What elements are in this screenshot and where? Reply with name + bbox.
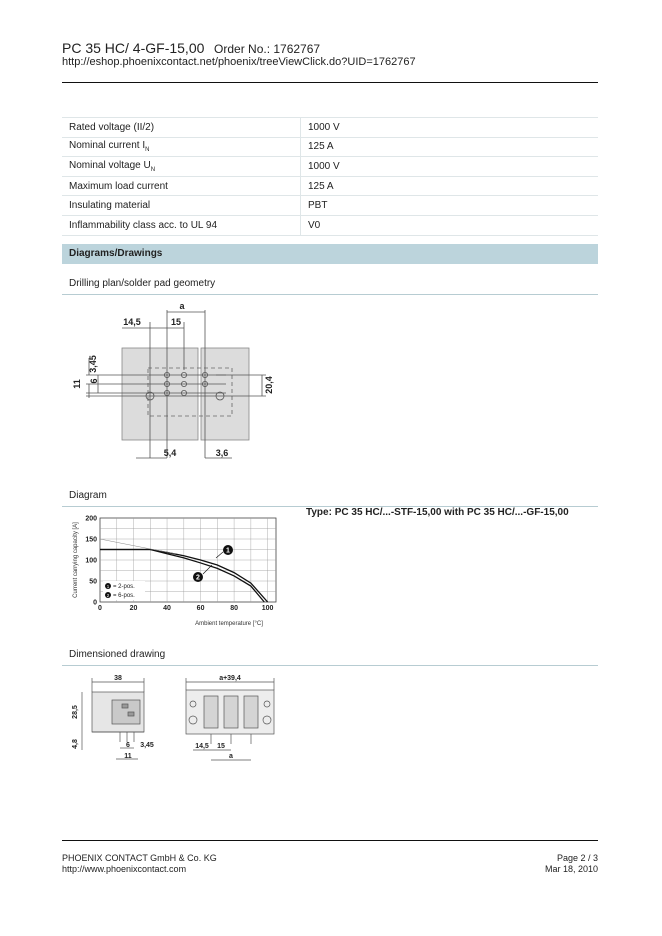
dim-11: 11 bbox=[124, 753, 132, 760]
chart-xlabel: Ambient temperature [°C] bbox=[195, 621, 263, 627]
property-row bbox=[62, 196, 598, 216]
property-row bbox=[62, 137, 598, 157]
svg-text:1: 1 bbox=[106, 584, 110, 589]
section-title: Diagrams/Drawings bbox=[69, 248, 163, 259]
chart-ytick: 150 bbox=[85, 536, 97, 544]
drill-dim-11: 11 bbox=[72, 379, 82, 389]
drill-dim-5-4: 5,4 bbox=[163, 448, 177, 458]
chart-ytick: 50 bbox=[89, 578, 97, 586]
drilling-plan-heading: Drilling plan/solder pad geometry bbox=[62, 278, 598, 295]
chart-legend-item-1: = 2-pos. bbox=[113, 584, 135, 590]
property-label: Nominal voltage $U_N$ bbox=[62, 157, 301, 177]
chart-xtick: 0 bbox=[98, 605, 102, 612]
dim-15: 15 bbox=[217, 743, 225, 750]
diagram-type-label: Type: PC 35 HC/...-STF-15,00 with PC 35 HC/...-GF-15,00 bbox=[306, 507, 569, 518]
drill-dim-20-4: 20,4 bbox=[264, 376, 274, 394]
property-label: Insulating material bbox=[62, 196, 301, 216]
order-number: Order No.: 1762767 bbox=[214, 42, 321, 56]
footer-date: Mar 18, 2010 bbox=[544, 864, 598, 874]
property-row bbox=[62, 176, 598, 196]
drill-dim-3-45: 3,45 bbox=[88, 355, 98, 373]
dim-28-5: 28,5 bbox=[72, 705, 79, 719]
diagram-heading: Diagram bbox=[62, 490, 598, 507]
dim-4-8: 4,8 bbox=[72, 739, 79, 749]
drill-body-right bbox=[201, 348, 249, 440]
chart-ytick: 100 bbox=[85, 557, 97, 565]
product-url[interactable]: http://eshop.phoenixcontact.net/phoenix/treeViewClick.do?UID=1762767 bbox=[62, 56, 416, 68]
derating-chart bbox=[66, 510, 280, 630]
dimensioned-drawing bbox=[68, 672, 288, 768]
chart-xtick: 100 bbox=[261, 605, 274, 612]
footer-rule bbox=[62, 840, 598, 841]
chart-ylabel: Current carrying capacity [A] bbox=[73, 522, 79, 598]
header-rule bbox=[62, 82, 598, 83]
drill-dim-3-6: 3,6 bbox=[215, 448, 229, 458]
chart-xtick: 60 bbox=[196, 605, 205, 612]
dim-6: 6 bbox=[126, 742, 130, 749]
dimensioned-drawing-heading: Dimensioned drawing bbox=[62, 649, 598, 666]
property-label: Inflammability class acc. to UL 94 bbox=[62, 215, 301, 235]
property-value: 125 A bbox=[301, 176, 599, 196]
property-row bbox=[62, 157, 598, 177]
properties-table bbox=[62, 117, 598, 236]
property-row bbox=[62, 118, 598, 138]
footer-company: PHOENIX CONTACT GmbH & Co. KG bbox=[62, 853, 217, 863]
property-row bbox=[62, 215, 598, 235]
property-label: Maximum load current bbox=[62, 176, 301, 196]
chart-ytick: 200 bbox=[85, 515, 97, 523]
property-value: 125 A bbox=[301, 137, 599, 157]
drilling-plan-drawing bbox=[66, 298, 296, 470]
dim-38: 38 bbox=[114, 675, 122, 682]
dim-14-5: 14,5 bbox=[195, 743, 209, 750]
drill-dim-a: a bbox=[179, 301, 185, 311]
section-header bbox=[62, 244, 598, 264]
side-view-plug bbox=[112, 700, 140, 724]
property-value: 1000 V bbox=[301, 118, 599, 138]
drill-dim-6: 6 bbox=[89, 378, 99, 384]
drill-dim-14-5: 14,5 bbox=[123, 317, 141, 327]
chart-marker-2-label: 2 bbox=[196, 574, 200, 582]
property-label: Rated voltage (II/2) bbox=[62, 118, 301, 138]
dim-a: a bbox=[229, 753, 233, 760]
footer-website[interactable]: http://www.phoenixcontact.com bbox=[62, 864, 187, 874]
property-value: 1000 V bbox=[301, 157, 599, 177]
product-name: PC 35 HC/ 4-GF-15,00 bbox=[62, 40, 205, 56]
chart-ytick: 0 bbox=[93, 599, 97, 607]
chart-legend-item-2: = 6-pos. bbox=[113, 593, 135, 599]
footer-page: Page 2 / 3 bbox=[556, 853, 598, 863]
drill-dim-15: 15 bbox=[170, 317, 182, 327]
chart-xtick: 40 bbox=[163, 605, 171, 612]
property-value: V0 bbox=[301, 215, 599, 235]
property-label: Nominal current $I_N$ bbox=[62, 137, 301, 157]
document-title bbox=[62, 40, 320, 56]
svg-text:2: 2 bbox=[106, 593, 110, 598]
property-value: PBT bbox=[301, 196, 599, 216]
dim-3-45: 3,45 bbox=[140, 742, 154, 749]
chart-marker-1-label: 1 bbox=[226, 547, 230, 555]
chart-xtick: 20 bbox=[129, 605, 138, 612]
dim-a-plus-39-4: a+39,4 bbox=[219, 675, 241, 682]
chart-xtick: 80 bbox=[230, 605, 238, 612]
